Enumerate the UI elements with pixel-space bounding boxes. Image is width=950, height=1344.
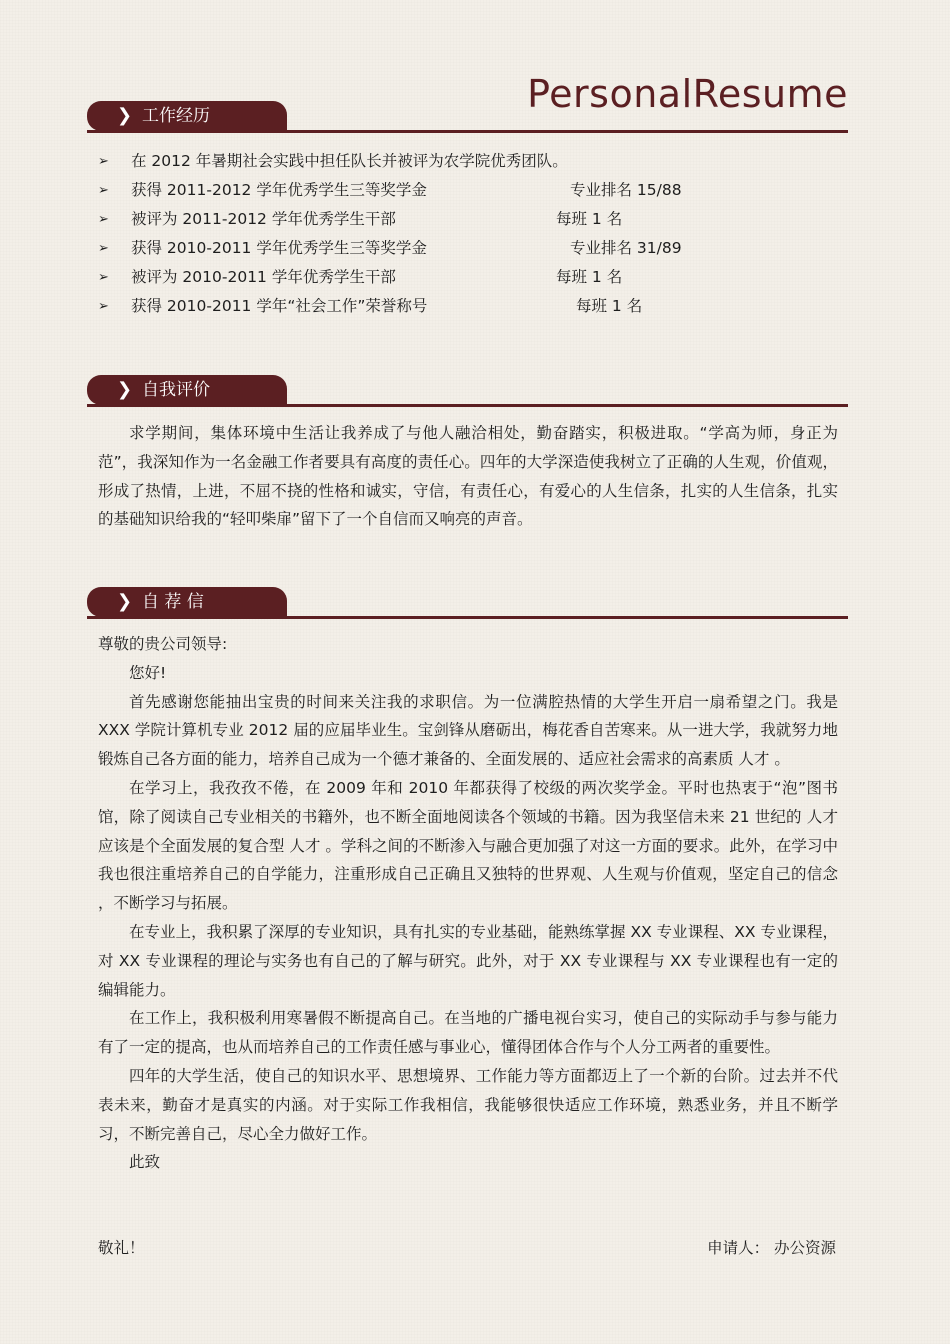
letter-paragraph: 在专业上，我积累了深厚的专业知识，具有扎实的专业基础，能熟练掌握 XX 专业课程、XX 专业课程，对 XX 专业课程的理论与实务也有自己的了解与研究。此外，对于 XX 专业课程与 XX 专业课程也有一定的编辑能力。	[98, 922, 838, 999]
work-item-note: 专业排名 15/88	[570, 181, 682, 199]
work-item-text: 被评为 2010-2011 学年优秀学生干部	[131, 268, 396, 286]
list-item	[98, 147, 838, 176]
letter-paragraph: 在工作上，我积极利用寒暑假不断提高自己。在当地的广播电视台实习，使自己的实际动手与参与能力有了一定的提高，也从而培养自己的工作责任感与事业心，懂得团体合作与个人分工两者的重要性。	[98, 1009, 838, 1057]
letter-paragraph: 首先感谢您能抽出宝贵的时间来关注我的求职信。为一位满腔热情的大学生开启一扇希望之门。我是 XXX 学院计算机专业 2012 届的应届毕业生。宝剑锋从磨砺出，梅花香自苦寒来。从一进大学，我就努力地锻炼自己各方面的能力，培养自己成为一个德才兼备的、全面发展的、适应社会需求的高素质 人才 。	[98, 692, 838, 769]
letter-paragraph: 在学习上，我孜孜不倦，在 2009 年和 2010 年都获得了校级的两次奖学金。平时也热衷于“泡”图书馆，除了阅读自己专业相关的书籍外，也不断全面地阅读各个领域的书籍。因为我坚信未来 21 世纪的 人才 应该是个全面发展的复合型 人才 。学科之间的不断渗入与融合更加强了对这一方面的要求。此外，在学习中我也很注重培养自己的自学能力，注重形成自己正确且又独特的世界观、人生观与价值观，坚定自己的信念 ，不断学习与拓展。	[98, 778, 838, 913]
work-item-note: 每班 1 名	[556, 268, 623, 286]
list-item	[98, 234, 838, 263]
work-item-text: 被评为 2011-2012 学年优秀学生干部	[131, 210, 396, 228]
list-item	[98, 205, 838, 234]
list-item	[98, 176, 838, 205]
letter-paragraph: 四年的大学生活，使自己的知识水平、思想境界、工作能力等方面都迈上了一个新的台阶。过去并不代表未来，勤奋才是真实的内涵。对于实际工作我相信，我能够很快适应工作环境，熟悉业务，并且不断学习，不断完善自己，尽心全力做好工作。	[98, 1066, 838, 1143]
chevron-right-icon: ❯	[117, 105, 133, 126]
chevron-right-icon: ❯	[117, 379, 133, 400]
work-item-note: 每班 1 名	[556, 210, 623, 228]
bullet-arrow-icon: ➢	[98, 299, 109, 314]
section-tab	[87, 101, 287, 131]
section-header-work	[87, 101, 848, 133]
work-list	[98, 147, 838, 321]
work-item-text: 获得 2011-2012 学年优秀学生三等奖学金	[131, 181, 427, 199]
list-item	[98, 292, 838, 321]
bullet-arrow-icon: ➢	[98, 270, 109, 285]
section-header-self-evaluation	[87, 375, 848, 407]
section-title-cover-letter: 自 荐 信	[142, 592, 204, 612]
work-item-note: 每班 1 名	[576, 297, 643, 315]
section-title-self-evaluation: 自我评价	[142, 380, 210, 400]
section-divider	[87, 404, 848, 407]
section-divider	[87, 130, 848, 133]
cover-letter-body	[98, 630, 838, 1177]
section-tab	[87, 587, 287, 617]
letter-salutation: 尊敬的贵公司领导:	[98, 635, 228, 653]
bullet-arrow-icon: ➢	[98, 212, 109, 227]
letter-regards: 敬礼！	[98, 1239, 145, 1257]
work-item-note: 专业排名 31/89	[570, 239, 682, 257]
chevron-right-icon: ❯	[117, 591, 133, 612]
bullet-arrow-icon: ➢	[98, 154, 109, 169]
brand-title: PersonalResume	[527, 72, 848, 116]
work-item-text: 获得 2010-2011 学年“社会工作”荣誉称号	[131, 297, 428, 315]
section-tab	[87, 375, 287, 405]
self-evaluation-text: 求学期间，集体环境中生活让我养成了与他人融洽相处，勤奋踏实，积极进取。“学高为师，身正为范”，我深知作为一名金融工作者要具有高度的责任心。四年的大学深造使我树立了正确的人生观，价值观，形成了热情，上进，不屈不挠的性格和诚实，守信，有责任心，有爱心的人生信条，扎实的人生信条，扎实的基础知识给我的“轻叩柴扉”留下了一个自信而又响亮的声音。	[98, 424, 838, 529]
bullet-arrow-icon: ➢	[98, 183, 109, 198]
section-divider	[87, 616, 848, 619]
work-item-text: 在 2012 年暑期社会实践中担任队长并被评为农学院优秀团队。	[131, 152, 568, 170]
work-item-text: 获得 2010-2011 学年优秀学生三等奖学金	[131, 239, 427, 257]
self-evaluation-body	[98, 419, 838, 534]
bullet-arrow-icon: ➢	[98, 241, 109, 256]
list-item	[98, 263, 838, 292]
letter-greeting: 您好!	[129, 663, 167, 682]
letter-signature: 申请人： 办公资源	[707, 1239, 836, 1257]
section-header-cover-letter	[87, 587, 848, 619]
letter-closing: 此致	[129, 1153, 161, 1172]
section-title-work: 工作经历	[142, 106, 210, 126]
